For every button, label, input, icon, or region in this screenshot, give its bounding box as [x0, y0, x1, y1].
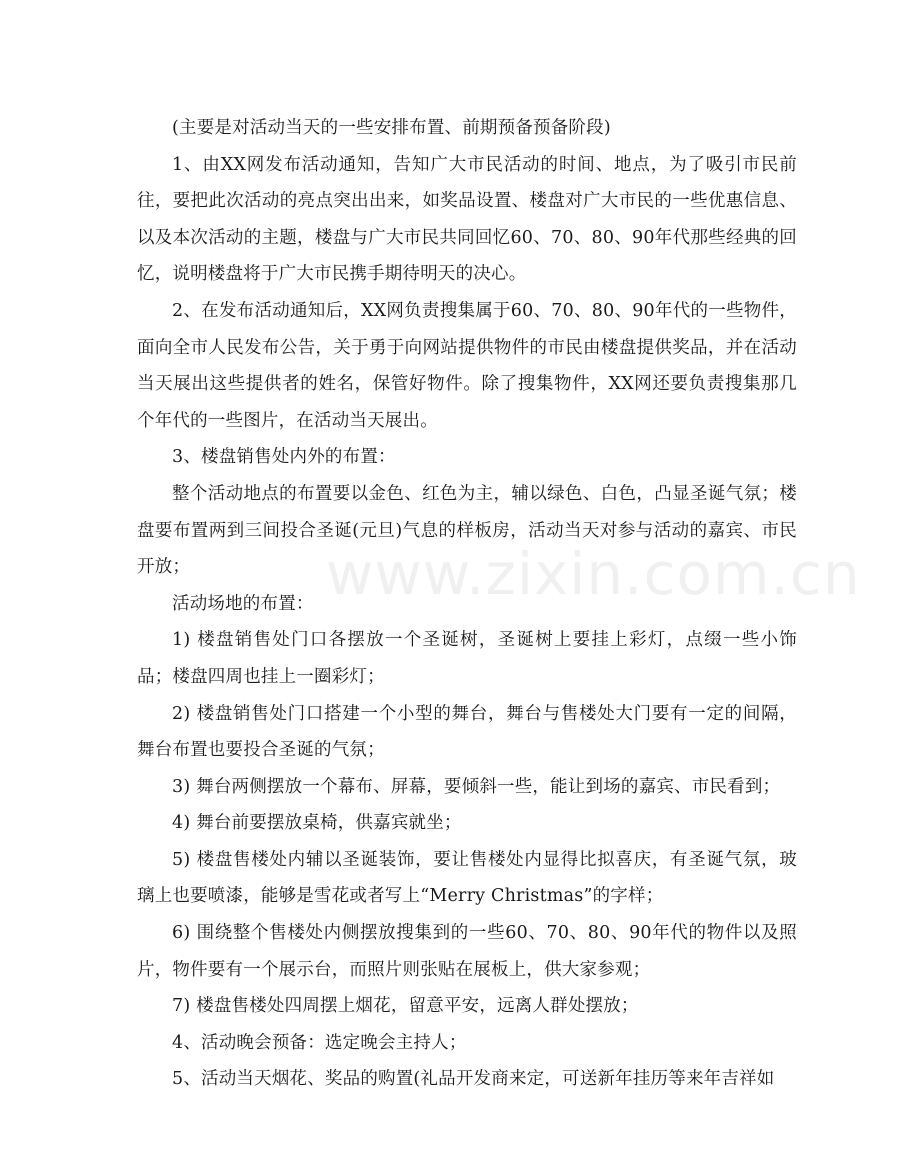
paragraph-step-2: 2、在发布活动通知后，XX网负责搜集属于60、70、80、90年代的一些物件，面向全市人民发布公告，关于勇于向网站提供物件的市民由楼盘提供奖品，并在活动当天展出这些提供者的姓名，保管好物件。除了搜集物件，XX网还要负责搜集那几个年代的一些图片，在活动当天展出。 [137, 300, 797, 431]
paragraph-venue-heading: 活动场地的布置： [172, 593, 314, 614]
watermark: www.zixin.com.cn [326, 540, 861, 608]
paragraph-step-4: 4、活动晚会预备：选定晚会主持人； [172, 1032, 467, 1053]
document-body [137, 110, 797, 1098]
paragraph-intro: (主要是对活动当天的一些安排布置、前期预备预备阶段) [172, 118, 611, 138]
paragraph-venue-item-6: 6) 围绕整个售楼处内侧摆放搜集到的一些60、70、80、90年代的物件以及照片，物件要有一个展示台，而照片则张贴在展板上，供大家参观； [137, 923, 797, 980]
paragraph-step-3-heading: 3、楼盘销售处内外的布置： [172, 447, 396, 468]
paragraph-step-5: 5、活动当天烟花、奖品的购置(礼品开发商来定，可送新年挂历等来年吉祥如 [172, 1069, 775, 1090]
paragraph-venue-item-7: 7) 楼盘售楼处四周摆上烟花，留意平安，远离人群处摆放； [172, 996, 639, 1017]
paragraph-venue-item-3: 3) 舞台两侧摆放一个幕布、屏幕，要倾斜一些，能让到场的嘉宾、市民看到； [172, 776, 781, 797]
paragraph-venue-item-2: 2) 楼盘销售处门口搭建一个小型的舞台，舞台与售楼处大门要有一定的间隔，舞台布置也要投合圣诞的气氛； [137, 703, 797, 761]
paragraph-venue-item-1: 1) 楼盘销售处门口各摆放一个圣诞树，圣诞树上要挂上彩灯，点缀一些小饰品；楼盘四周也挂上一圈彩灯； [137, 630, 797, 687]
paragraph-decoration-overview: 整个活动地点的布置要以金色、红色为主，辅以绿色、白色，凸显圣诞气氛；楼盘要布置两到三间投合圣诞(元旦)气息的样板房，活动当天对参与活动的嘉宾、市民开放； [137, 483, 797, 578]
paragraph-venue-item-5: 5) 楼盘售楼处内辅以圣诞装饰，要让售楼处内显得比拟喜庆，有圣诞气氛，玻璃上也要喷漆，能够是雪花或者写上“Merry Christmas”的字样； [137, 849, 797, 907]
paragraph-venue-item-4: 4) 舞台前要摆放桌椅，供嘉宾就坐； [172, 813, 462, 834]
paragraph-step-1: 1、由XX网发布活动通知，告知广大市民活动的时间、地点，为了吸引市民前往，要把此次活动的亮点突出出来，如奖品设置、楼盘对广大市民的一些优惠信息、以及本次活动的主题，楼盘与广大市民共同回忆60、70、80、90年代那些经典的回忆，说明楼盘将于广大市民携手期待明天的决心。 [137, 154, 797, 285]
